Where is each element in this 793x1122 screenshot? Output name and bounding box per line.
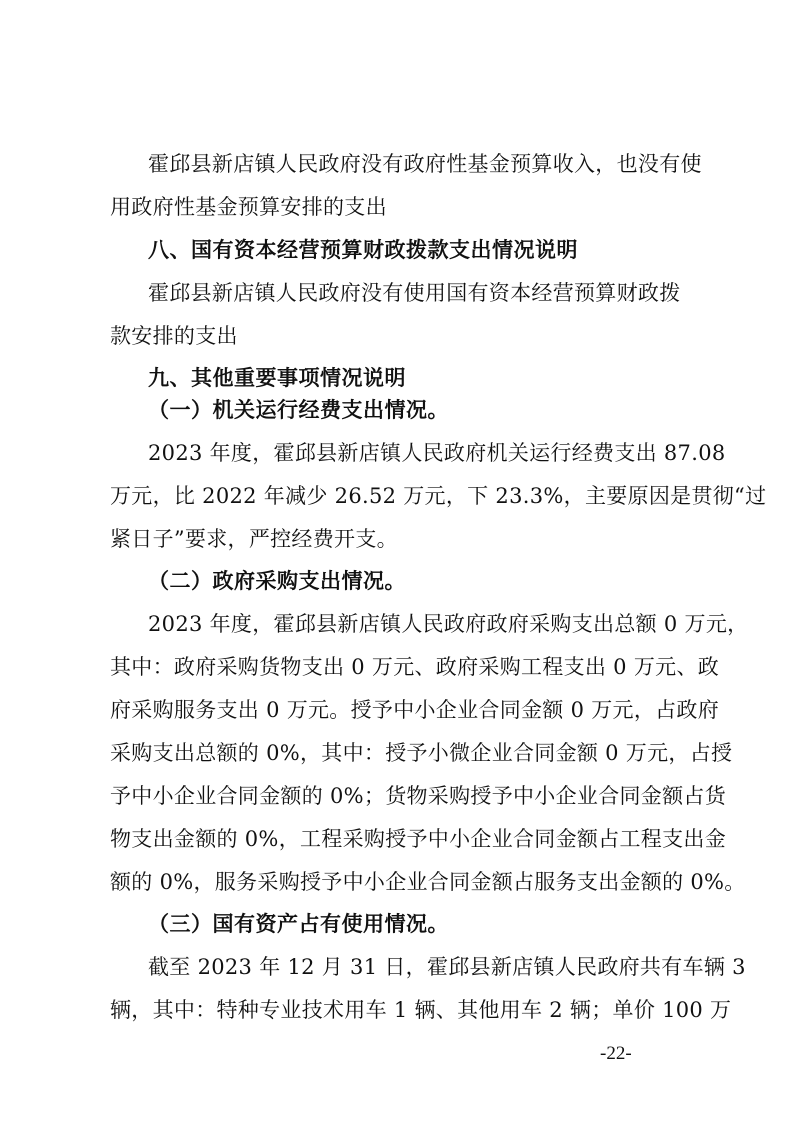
paragraph-line: 2023 年度，霍邱县新店镇人民政府政府采购支出总额 0 万元，	[148, 612, 749, 636]
paragraph-line: 霍邱县新店镇人民政府没有使用国有资本经营预算财政拨	[148, 281, 681, 305]
paragraph-line: 紧日子”要求，严控经费开支。	[110, 527, 398, 551]
section-heading: 八、国有资本经营预算财政拨款支出情况说明	[148, 238, 578, 262]
paragraph-line: 万元，比 2022 年减少 26.52 万元，下 23.3%，主要原因是贯彻“过	[110, 484, 767, 508]
subsection-heading: （三）国有资产占有使用情况。	[148, 912, 449, 936]
paragraph-line: 截至 2023 年 12 月 31 日，霍邱县新店镇人民政府共有车辆 3	[148, 955, 746, 979]
paragraph-line: 予中小企业合同金额的 0%；货物采购授予中小企业合同金额占货	[110, 784, 726, 808]
paragraph-line: 府采购服务支出 0 万元。授予中小企业合同金额 0 万元，占政府	[110, 698, 720, 722]
paragraph-line: 用政府性基金预算安排的支出	[110, 195, 387, 219]
paragraph-line: 款安排的支出	[110, 324, 238, 348]
paragraph-line: 物支出金额的 0%，工程采购授予中小企业合同金额占工程支出金	[110, 827, 726, 851]
section-heading: 九、其他重要事项情况说明	[148, 366, 406, 390]
paragraph-line: 2023 年度，霍邱县新店镇人民政府机关运行经费支出 87.08	[148, 441, 726, 465]
page-number: -22-	[600, 1043, 632, 1064]
subsection-heading: （二）政府采购支出情况。	[148, 569, 406, 593]
subsection-heading: （一）机关运行经费支出情况。	[148, 398, 449, 422]
paragraph-line: 霍邱县新店镇人民政府没有政府性基金预算收入，也没有使	[148, 152, 702, 176]
paragraph-line: 额的 0%，服务采购授予中小企业合同金额占服务支出金额的 0%。	[110, 870, 746, 894]
paragraph-line: 辆，其中：特种专业技术用车 1 辆、其他用车 2 辆；单价 100 万	[110, 998, 732, 1022]
paragraph-line: 采购支出总额的 0%，其中：授予小微企业合同金额 0 万元，占授	[110, 741, 733, 765]
paragraph-line: 其中：政府采购货物支出 0 万元、政府采购工程支出 0 万元、政	[110, 655, 720, 679]
